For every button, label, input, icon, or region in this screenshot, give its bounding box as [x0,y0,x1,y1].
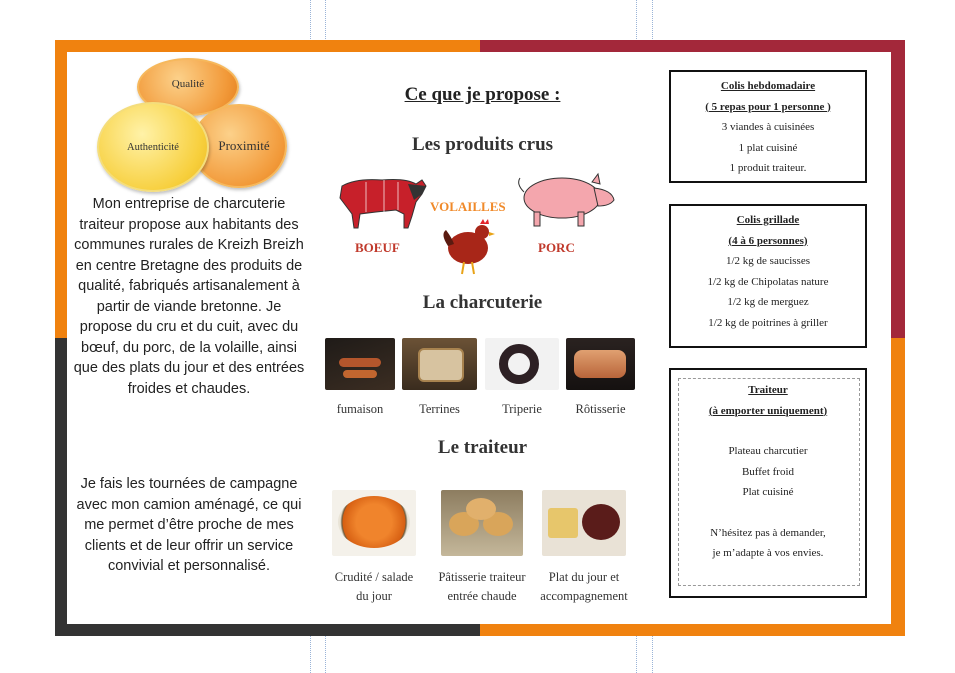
beef-label: BOEUF [355,240,400,255]
frame-left-upper [55,40,67,338]
beef-cuts-illustration [336,172,428,230]
frame-left-lower [55,338,67,636]
traiteur-box-line: Plat cuisiné [742,486,794,498]
weekly-box-line: 1 produit traiteur. [729,162,807,174]
traiteur-caption-3a: Plat du jour et [548,570,620,584]
charcuterie-heading: La charcuterie [422,292,543,313]
salad-photo [332,490,416,556]
black-pudding-photo [485,338,559,390]
traiteur-caption-1b: du jour [356,589,392,603]
grill-box-line: 1/2 kg de Chipolatas nature [707,275,829,288]
weekly-box-line: 3 viandes à cuisinées [721,121,815,133]
charcuterie-caption-4: Rôtisserie [575,402,626,416]
weekly-box [669,70,867,183]
frame-right-lower [891,338,905,636]
dish-of-the-day-photo [542,490,626,556]
traiteur-box-line: Buffet froid [741,465,795,478]
weekly-box-subtitle: ( 5 repas pour 1 personne ) [705,100,831,113]
roast-photo [566,338,635,390]
smoked-sausage-photo [325,338,395,390]
frame-top-left [55,40,480,52]
traiteur-box-line: Plateau charcutier [728,445,808,457]
traiteur-dashed-border [678,378,860,586]
quality-label: Qualité [171,78,205,90]
intro-paragraph-1: Mon entreprise de charcuterie traiteur propose aux habitants des communes rurales de Kreizh Breizh en centre Bretagne des produits de qualité, fabriqués artisanalement à partir de viande bretonne. Je propose du cru et du cuit, avec du bœuf, du porc, de la volaille, ainsi que des plats du jour et des entrées froides et chaudes. [73,196,305,397]
weekly-box-line: 1 plat cuisiné [738,141,798,154]
traiteur-caption-3b: accompagnement [540,589,628,603]
intro-paragraph-2: Je fais les tournées de campagne avec mon camion aménagé, ce qui me permet d’être proche de mes clients et de leur offrir un service convivial et personnalisé. [76,476,302,574]
charcuterie-caption-1: fumaison [336,402,384,416]
pig-illustration [514,170,618,228]
frame-right-upper [891,40,905,338]
proximity-label: Proximité [218,138,270,153]
traiteur-heading: Le traiteur [437,437,528,458]
charcuterie-caption-3: Triperie [502,402,542,416]
traiteur-box-note: je m’adapte à vos envies. [712,547,824,559]
grill-box-line: 1/2 kg de saucisses [725,255,810,267]
traiteur-box-title: Traiteur [748,384,788,396]
chicken-illustration [440,216,498,278]
authenticity-circle [97,102,209,192]
authenticity-label: Authenticité [127,141,179,153]
traiteur-caption-2b: entrée chaude [447,589,517,603]
terrine-photo [402,338,477,390]
frame-bottom-left [55,624,480,636]
grill-box-line: 1/2 kg de poitrines à griller [708,316,828,329]
weekly-box-title: Colis hebdomadaire [720,80,816,92]
raw-products-heading: Les produits crus [411,134,554,155]
poultry-label: VOLAILLES [430,199,506,214]
charcuterie-caption-2: Terrines [419,402,460,416]
values-venn-diagram [97,58,287,188]
grill-box [669,204,867,348]
grill-box-title: Colis grillade [736,214,800,226]
pork-label: PORC [538,240,575,255]
traiteur-box-subtitle: (à emporter uniquement) [708,404,828,417]
frame-bottom-right [480,624,905,636]
grill-box-line: 1/2 kg de merguez [727,296,809,308]
traiteur-caption-2a: Pâtisserie traiteur [438,570,526,584]
offer-title: Ce que je propose : [404,84,561,105]
grill-box-subtitle: (4 à 6 personnes) [728,234,808,247]
pastry-photo [441,490,523,556]
frame-top-right [480,40,905,52]
traiteur-caption-1a: Crudité / salade [334,570,414,584]
traiteur-box-note: N’hésitez pas à demander, [710,526,826,539]
